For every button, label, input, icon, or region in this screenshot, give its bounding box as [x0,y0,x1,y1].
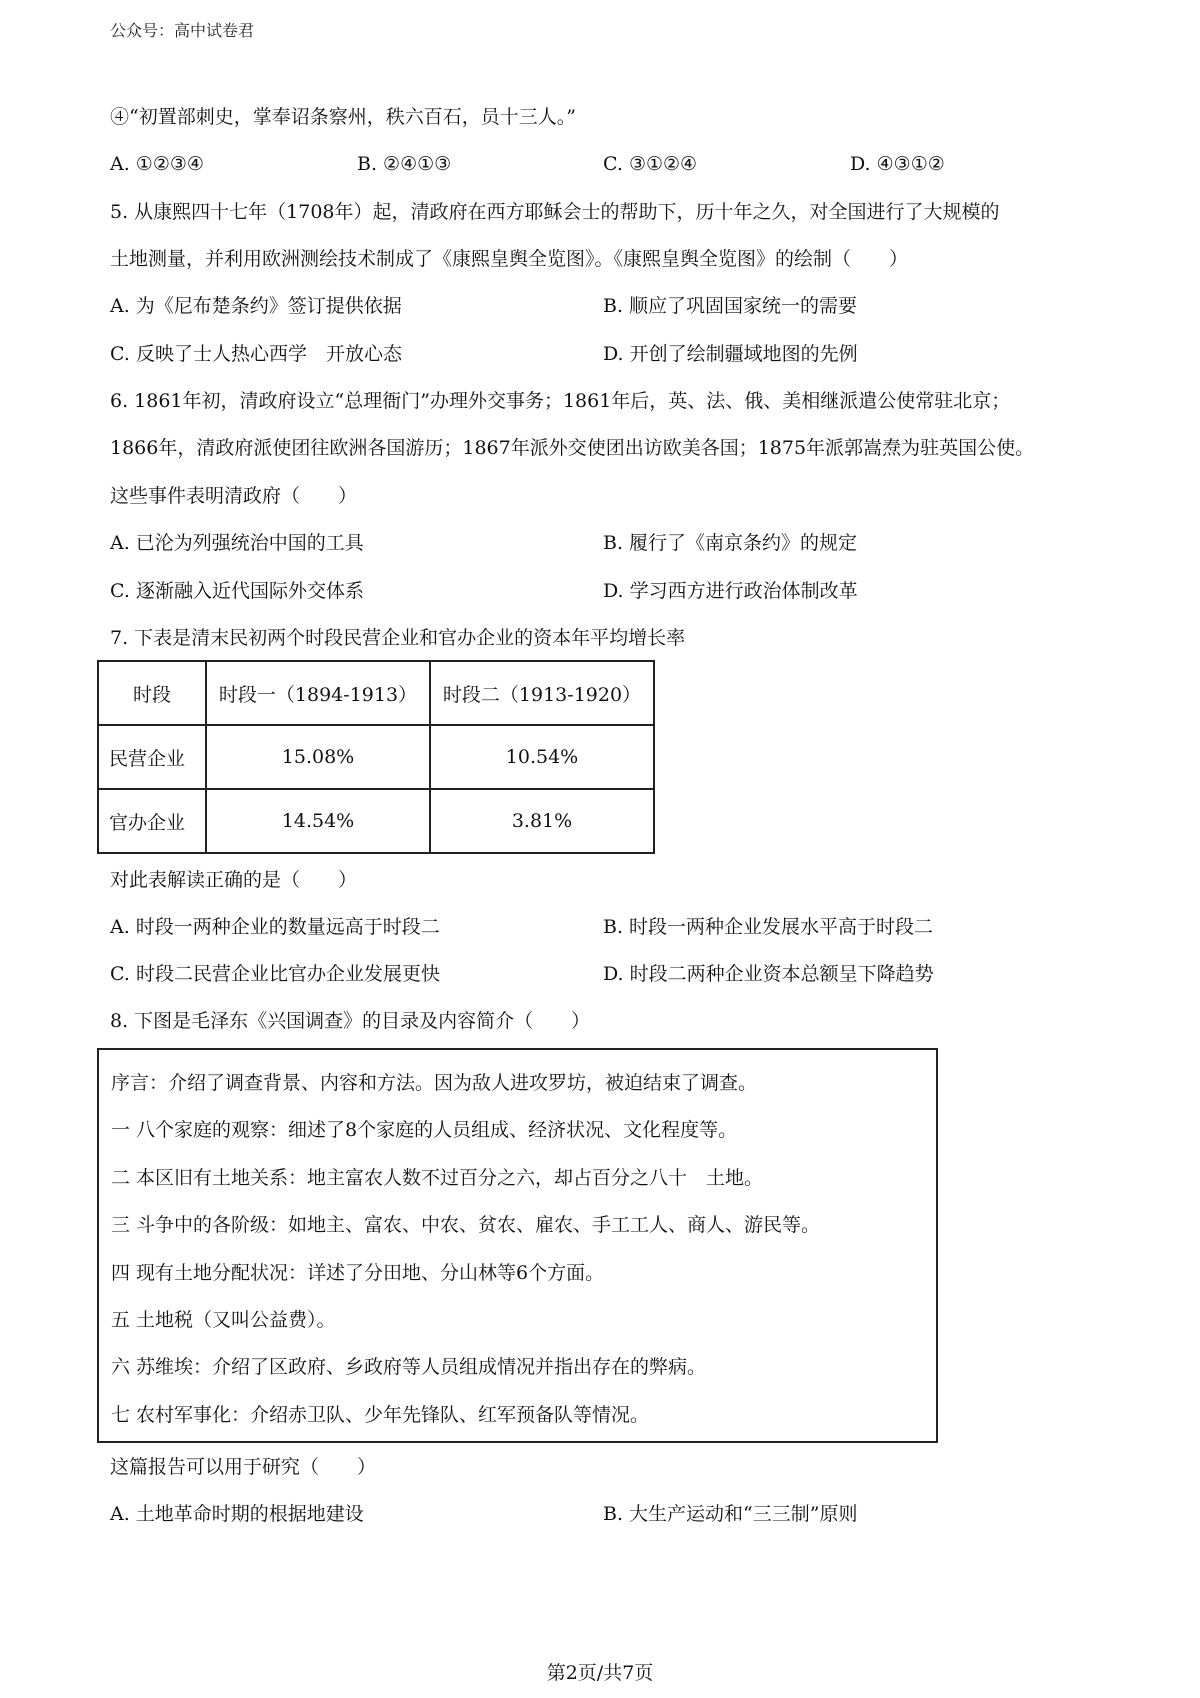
table-header-row [98,661,654,725]
q5-option-c: C. 反映了士人热心西学 开放心态 [110,343,402,365]
q6-option-b: B. 履行了《南京条约》的规定 [603,532,858,554]
q5-stem-line2: 土地测量，并利用欧洲测绘技术制成了《康熙皇舆全览图》。《康熙皇舆全览图》的绘制（ ） [110,248,909,270]
q6-option-a: A. 已沦为列强统治中国的工具 [110,532,364,554]
q4-option-c: C. ③①②④ [603,153,698,175]
q5-option-a: A. 为《尼布楚条约》签订提供依据 [110,295,402,317]
table-header-cell: 时段一（1894-1913） [206,661,430,725]
q4-option-b: B. ②④①③ [357,153,452,175]
q6-stem-line2: 1866年，清政府派使团往欧洲各国游历；1867年派外交使团出访欧美各国；1875年派郭嵩焘为驻英国公使。 [110,437,1035,459]
page-footer: 第2页/共7页 [546,1662,654,1684]
q4-option-a: A. ①②③④ [110,153,204,175]
box-line: 四 现有土地分配状况：详述了分田地、分山林等6个方面。 [111,1262,605,1284]
q4-item4: ④“初置部刺史，掌奉诏条察州，秩六百石，员十三人。” [110,106,576,128]
q5-option-d: D. 开创了绘制疆域地图的先例 [603,343,858,365]
table-cell: 10.54% [430,725,654,789]
survey-contents-box [97,1048,938,1443]
q7-option-a: A. 时段一两种企业的数量远高于时段二 [110,916,440,938]
q8-question: 这篇报告可以用于研究（ ） [110,1456,377,1478]
q6-stem-line1: 6. 1861年初，清政府设立“总理衙门”办理外交事务；1861年后，英、法、俄、美相继派遣公使常驻北京； [110,390,1011,412]
page-header: 公众号：高中试卷君 [110,21,255,40]
box-line: 七 农村军事化：介绍赤卫队、少年先锋队、红军预备队等情况。 [111,1404,650,1426]
table-cell: 官办企业 [98,789,206,853]
q5-stem-line1: 5. 从康熙四十七年（1708年）起，清政府在西方耶稣会士的帮助下，历十年之久，对全国进行了大规模的 [110,201,1000,223]
q7-question: 对此表解读正确的是（ ） [110,869,358,891]
q8-option-b: B. 大生产运动和“三三制”原则 [603,1503,858,1525]
box-line: 一 八个家庭的观察：细述了8个家庭的人员组成、经济状况、文化程度等。 [111,1119,738,1141]
table-cell: 15.08% [206,725,430,789]
q7-option-c: C. 时段二民营企业比官办企业发展更快 [110,963,440,985]
table-row [98,725,654,789]
table-row [98,789,654,853]
table-header-cell: 时段 [98,661,206,725]
q6-stem-line3: 这些事件表明清政府（ ） [110,485,358,507]
table-cell: 民营企业 [98,725,206,789]
growth-rate-table [97,660,655,854]
box-line: 序言：介绍了调查背景、内容和方法。因为敌人进攻罗坊，被迫结束了调查。 [111,1072,758,1094]
box-line: 五 土地税（又叫公益费）。 [111,1309,336,1331]
q7-stem: 7. 下表是清末民初两个时段民营企业和官办企业的资本年平均增长率 [110,627,686,649]
table-cell: 3.81% [430,789,654,853]
box-line: 三 斗争中的各阶级：如地主、富农、中农、贫农、雇农、手工工人、商人、游民等。 [111,1214,821,1236]
table-header-cell: 时段二（1913-1920） [430,661,654,725]
box-line: 二 本区旧有土地关系：地主富农人数不过百分之六，却占百分之八十 土地。 [111,1167,764,1189]
q4-option-d: D. ④③①② [850,153,945,175]
q8-stem: 8. 下图是毛泽东《兴国调查》的目录及内容简介（ ） [110,1010,591,1032]
box-line: 六 苏维埃：介绍了区政府、乡政府等人员组成情况并指出存在的弊病。 [111,1356,707,1378]
q6-option-d: D. 学习西方进行政治体制改革 [603,580,858,602]
q5-option-b: B. 顺应了巩固国家统一的需要 [603,295,858,317]
q7-option-d: D. 时段二两种企业资本总额呈下降趋势 [603,963,934,985]
q6-option-c: C. 逐渐融入近代国际外交体系 [110,580,364,602]
q8-option-a: A. 土地革命时期的根据地建设 [110,1503,364,1525]
q7-option-b: B. 时段一两种企业发展水平高于时段二 [603,916,934,938]
table-cell: 14.54% [206,789,430,853]
